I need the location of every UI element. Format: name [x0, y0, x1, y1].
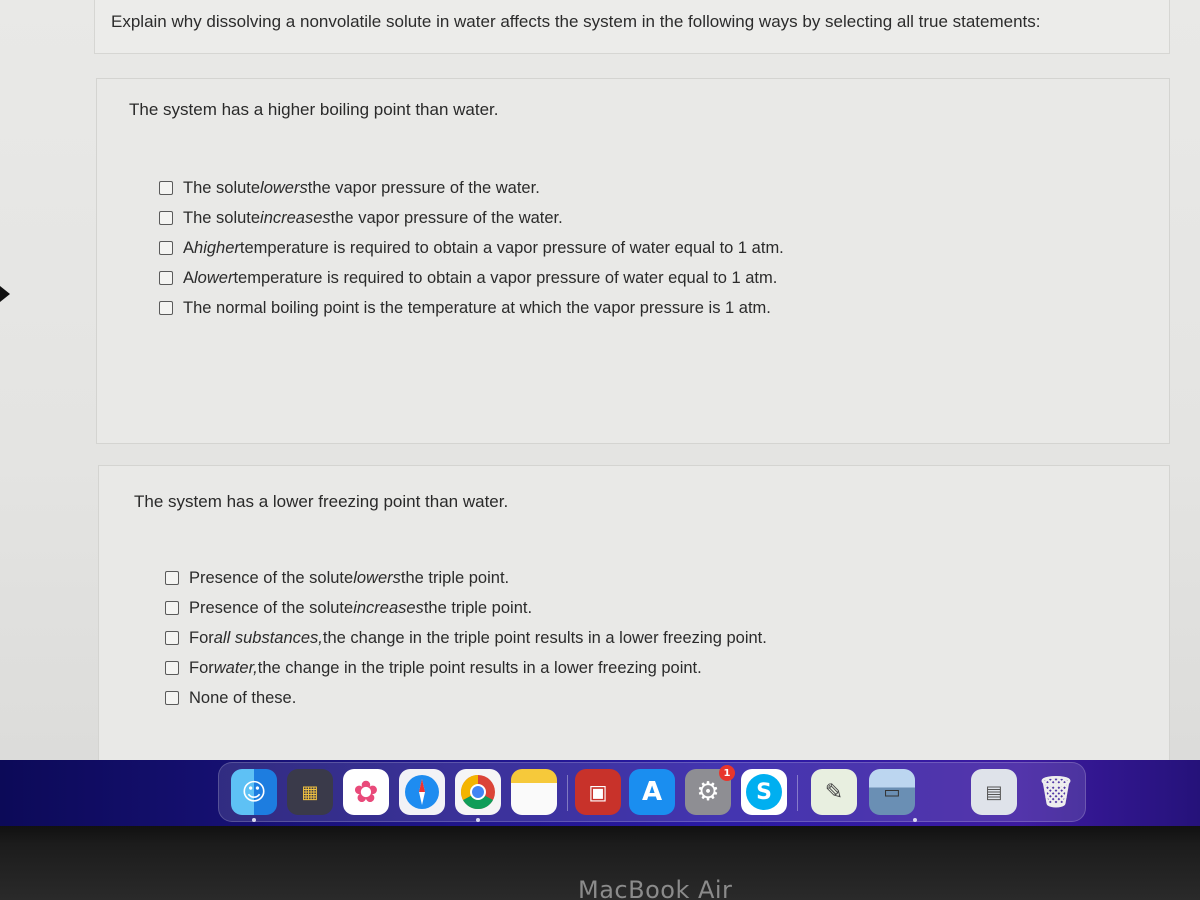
device-label: MacBook Air	[578, 876, 733, 900]
laptop-bezel	[0, 826, 1200, 900]
image-capture-icon[interactable]: ▭	[869, 769, 915, 815]
option-item[interactable]: For water, the change in the triple point results in a lower freezing point.	[165, 653, 767, 683]
checkbox[interactable]	[159, 301, 173, 315]
notification-badge: 1	[719, 765, 735, 781]
checkbox[interactable]	[165, 691, 179, 705]
option-item[interactable]: The normal boiling point is the temperature at which the vapor pressure is 1 atm.	[159, 293, 784, 323]
checkbox[interactable]	[165, 661, 179, 675]
option-item[interactable]: None of these.	[165, 683, 767, 713]
dock-separator	[797, 775, 798, 811]
finder-icon[interactable]: ☺	[231, 769, 277, 815]
section-freezing-point	[98, 465, 1170, 760]
dock-separator	[567, 775, 568, 811]
preview-icon[interactable]: ✎	[811, 769, 857, 815]
checkbox[interactable]	[165, 571, 179, 585]
section-boiling-point	[96, 78, 1170, 444]
option-item[interactable]: The solute lowers the vapor pressure of the water.	[159, 173, 784, 203]
chrome-icon[interactable]	[455, 769, 501, 815]
option-item[interactable]: A lower temperature is required to obtain a vapor pressure of water equal to 1 atm.	[159, 263, 784, 293]
checkbox[interactable]	[165, 601, 179, 615]
section-prompt: The system has a lower freezing point than water.	[134, 492, 509, 511]
mouse-cursor-icon	[0, 286, 10, 302]
option-item[interactable]: A higher temperature is required to obtain a vapor pressure of water equal to 1 atm.	[159, 233, 784, 263]
notes-icon[interactable]	[511, 769, 557, 815]
photo-booth-icon[interactable]: ▣	[575, 769, 621, 815]
running-indicator	[476, 818, 480, 822]
system-preferences-icon[interactable]: ⚙ 1	[685, 769, 731, 815]
section-prompt: The system has a higher boiling point than water.	[129, 100, 499, 119]
checkbox-list	[165, 563, 767, 713]
macos-dock	[218, 762, 1086, 822]
option-item[interactable]: For all substances, the change in the triple point results in a lower freezing point.	[165, 623, 767, 653]
checkbox-list	[159, 173, 784, 323]
option-item[interactable]: Presence of the solute lowers the triple point.	[165, 563, 767, 593]
running-indicator	[913, 818, 917, 822]
question-text: Explain why dissolving a nonvolatile solute in water affects the system in the following ways by selecting all true statements:	[111, 12, 1041, 31]
photos-icon[interactable]: ✿	[343, 769, 389, 815]
checkbox[interactable]	[159, 241, 173, 255]
question-card	[94, 0, 1170, 54]
skype-icon[interactable]: S	[741, 769, 787, 815]
option-item[interactable]: Presence of the solute increases the triple point.	[165, 593, 767, 623]
trash-icon[interactable]: 🗑	[1036, 774, 1076, 810]
checkbox[interactable]	[159, 181, 173, 195]
checkbox[interactable]	[159, 271, 173, 285]
safari-icon[interactable]	[399, 769, 445, 815]
checkbox[interactable]	[165, 631, 179, 645]
downloads-stack-icon[interactable]: ▤	[971, 769, 1017, 815]
launchpad-icon[interactable]: ▦	[287, 769, 333, 815]
option-item[interactable]: The solute increases the vapor pressure of the water.	[159, 203, 784, 233]
running-indicator	[252, 818, 256, 822]
checkbox[interactable]	[159, 211, 173, 225]
app-store-icon[interactable]: A	[629, 769, 675, 815]
